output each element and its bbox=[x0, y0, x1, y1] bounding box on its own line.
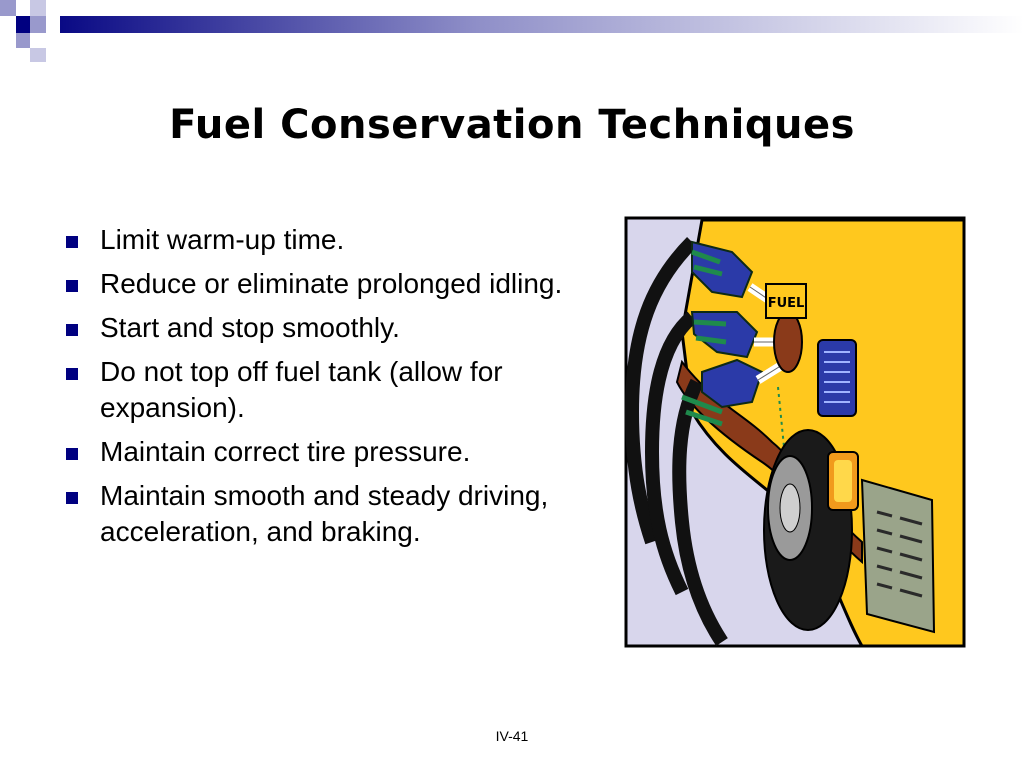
bullet-square-icon bbox=[66, 324, 78, 336]
fuel-label: FUEL bbox=[767, 296, 805, 311]
list-item bbox=[62, 266, 582, 302]
bullet-square-icon bbox=[66, 280, 78, 292]
list-item bbox=[62, 354, 582, 426]
list-item bbox=[62, 478, 582, 550]
bullet-text: Start and stop smoothly. bbox=[100, 312, 400, 343]
bullet-square-icon bbox=[66, 236, 78, 248]
fuel-nozzle-illustration bbox=[622, 212, 966, 650]
list-item bbox=[62, 310, 582, 346]
bullet-text: Maintain correct tire pressure. bbox=[100, 436, 471, 467]
list-item bbox=[62, 434, 582, 470]
page-number: IV-41 bbox=[495, 728, 529, 744]
bullet-text: Limit warm-up time. bbox=[100, 224, 345, 255]
bullet-list bbox=[62, 222, 582, 558]
slide-title: Fuel Conservation Techniques bbox=[169, 102, 855, 148]
bullet-square-icon bbox=[66, 448, 78, 460]
list-item bbox=[62, 222, 582, 258]
bullet-square-icon bbox=[66, 368, 78, 380]
corner-decoration bbox=[0, 0, 1024, 70]
bullet-square-icon bbox=[66, 492, 78, 504]
bullet-text: Maintain smooth and steady driving, acceleration, and braking. bbox=[100, 480, 549, 547]
bullet-text: Do not top off fuel tank (allow for expansion). bbox=[100, 356, 503, 423]
bullet-text: Reduce or eliminate prolonged idling. bbox=[100, 268, 563, 299]
